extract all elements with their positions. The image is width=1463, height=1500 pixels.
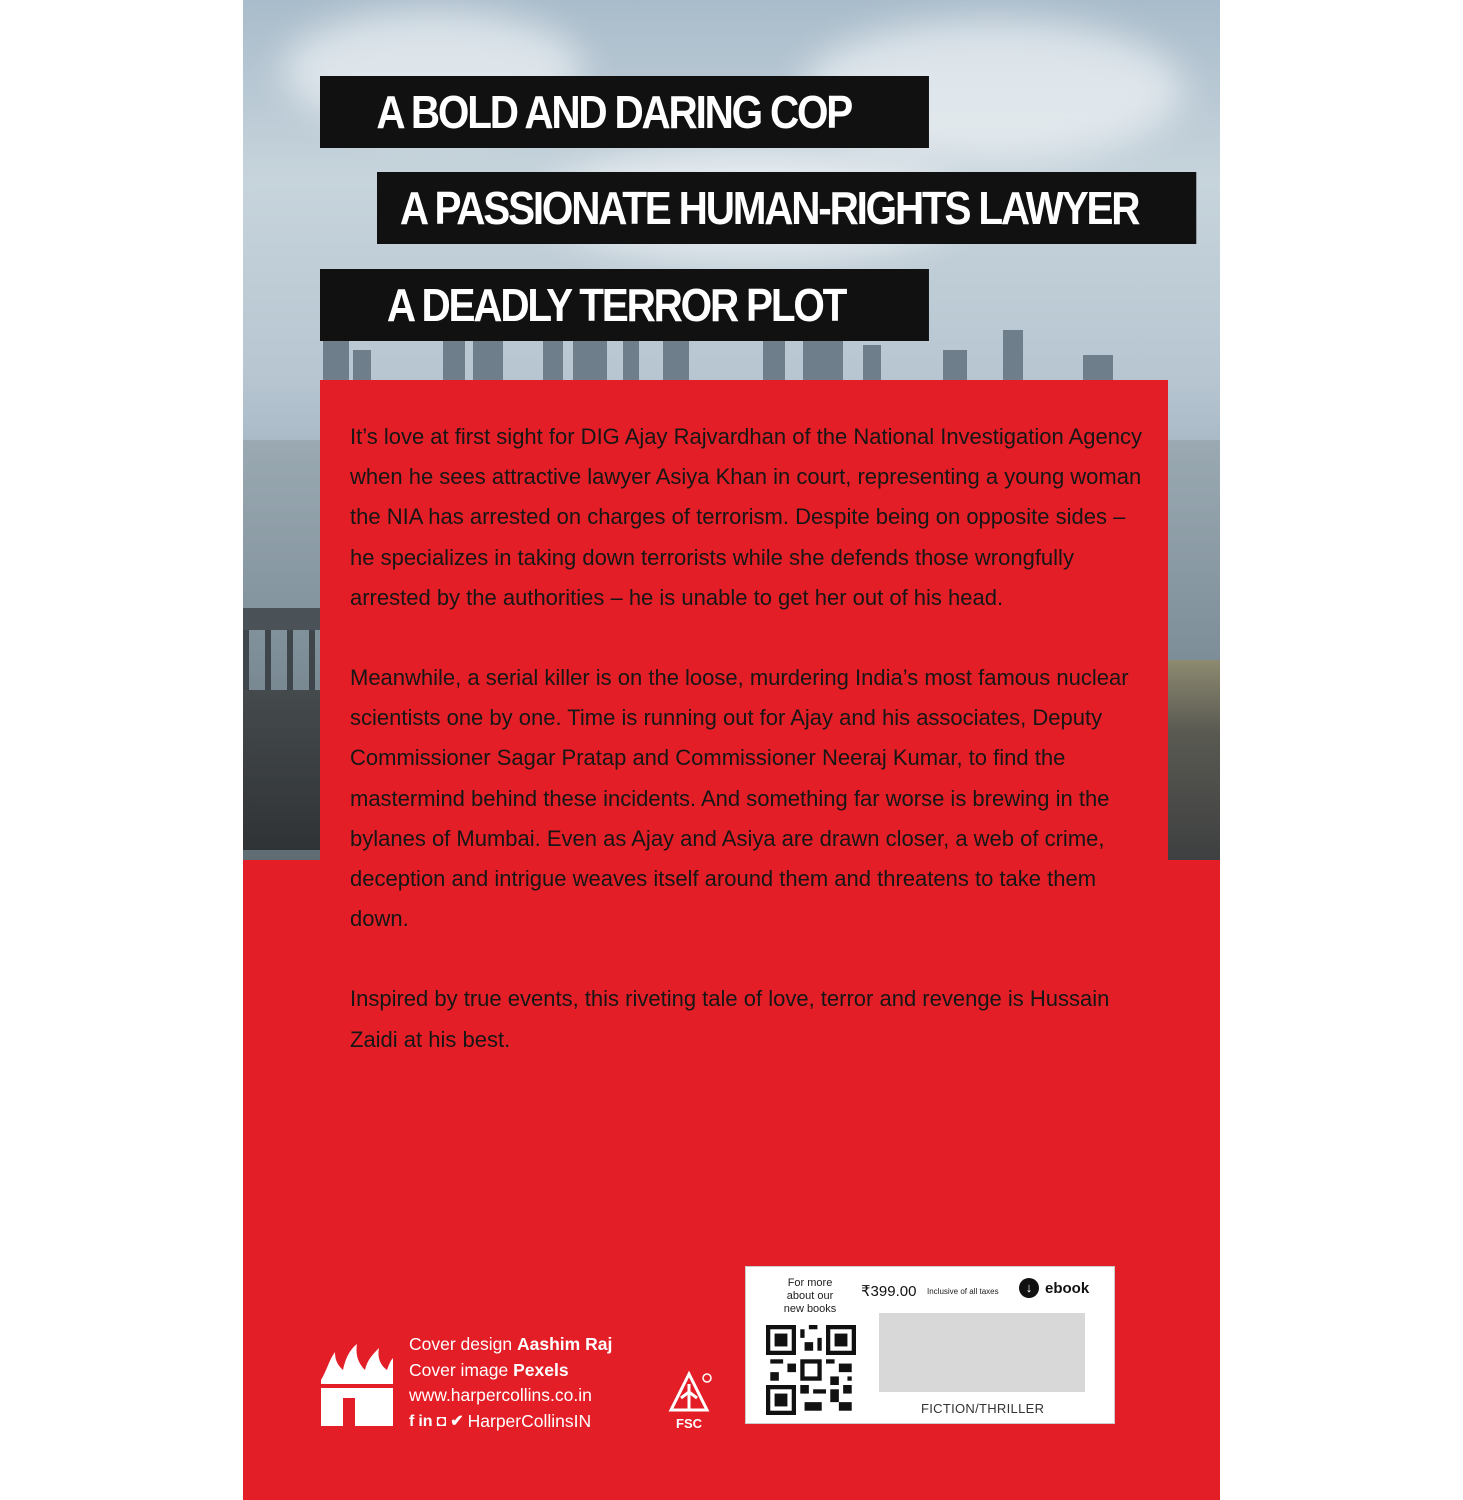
price-value: ₹399.00 bbox=[861, 1283, 917, 1300]
blurb-paragraph: It’s love at first sight for DIG Ajay Rajvardhan of the National Investigation Agency when he sees attractive lawyer Asiya Khan in court, representing a young woman the NIA has arrested on charges of terrorism. Despite being on opposite sides – he specializes in taking down terrorists while she defends those wrongfully arrested by the authorities – he is unable to get her out of his head. bbox=[350, 424, 1143, 610]
credits-block bbox=[409, 1332, 612, 1434]
bridge-image bbox=[243, 608, 323, 630]
download-icon: ↓ bbox=[1019, 1278, 1039, 1298]
qr-code-icon[interactable] bbox=[766, 1325, 856, 1415]
book-back-cover bbox=[243, 0, 1220, 1500]
price-barcode-box bbox=[745, 1266, 1115, 1424]
ebook-label: ebook bbox=[1045, 1279, 1090, 1297]
cover-design-credit: Cover design Aashim Raj bbox=[409, 1334, 613, 1354]
instagram-icon[interactable]: ◘ bbox=[436, 1412, 447, 1430]
fsc-label: FSC bbox=[676, 1416, 702, 1431]
tax-note: Inclusive of all taxes bbox=[927, 1287, 999, 1296]
cover-image-credit: Cover image Pexels bbox=[409, 1359, 569, 1380]
linkedin-icon[interactable]: in bbox=[418, 1412, 433, 1430]
website-link[interactable]: www.harpercollins.co.in bbox=[409, 1385, 592, 1405]
blurb-paragraph: Meanwhile, a serial killer is on the loose, murdering India’s most famous nuclear scientists one by one. Time is running out for Ajay and his associates, Deputy Commissioner Sagar Pratap and Commissioner Neeraj Kumar, to find the mastermind behind these incidents. And something far worse is brewing in the bylanes of Mumbai. Even as Ajay and Asiya are drawn closer, a web of crime, deception and intrigue weaves itself around them and threatens to take them down. bbox=[350, 665, 1129, 932]
tagline-cop: A BOLD AND DARING COP bbox=[320, 76, 929, 148]
book-blurb bbox=[350, 417, 1150, 1100]
fsc-logo-icon bbox=[663, 1370, 715, 1432]
ebook-badge bbox=[1019, 1278, 1089, 1298]
facebook-icon[interactable]: f bbox=[409, 1412, 415, 1430]
social-handle[interactable]: HarperCollinsIN bbox=[467, 1410, 592, 1431]
shoreline-image bbox=[243, 690, 323, 850]
genre-label: FICTION/THRILLER bbox=[921, 1401, 1045, 1416]
tagline-plot: A DEADLY TERROR PLOT bbox=[320, 269, 929, 341]
tagline-lawyer: A PASSIONATE HUMAN-RIGHTS LAWYER bbox=[377, 172, 1196, 244]
bridge-pillars bbox=[243, 630, 323, 690]
red-panel-right bbox=[1168, 1015, 1220, 1500]
social-links bbox=[409, 1409, 612, 1435]
more-books-text: For more about our new books bbox=[783, 1277, 837, 1315]
harpercollins-logo-icon bbox=[319, 1340, 394, 1426]
twitter-icon[interactable]: ✔ bbox=[450, 1412, 464, 1430]
blurb-paragraph: Inspired by true events, this riveting tale of love, terror and revenge is Hussain Zaidi at his best. bbox=[350, 986, 1110, 1052]
barcode-placeholder bbox=[879, 1313, 1085, 1392]
